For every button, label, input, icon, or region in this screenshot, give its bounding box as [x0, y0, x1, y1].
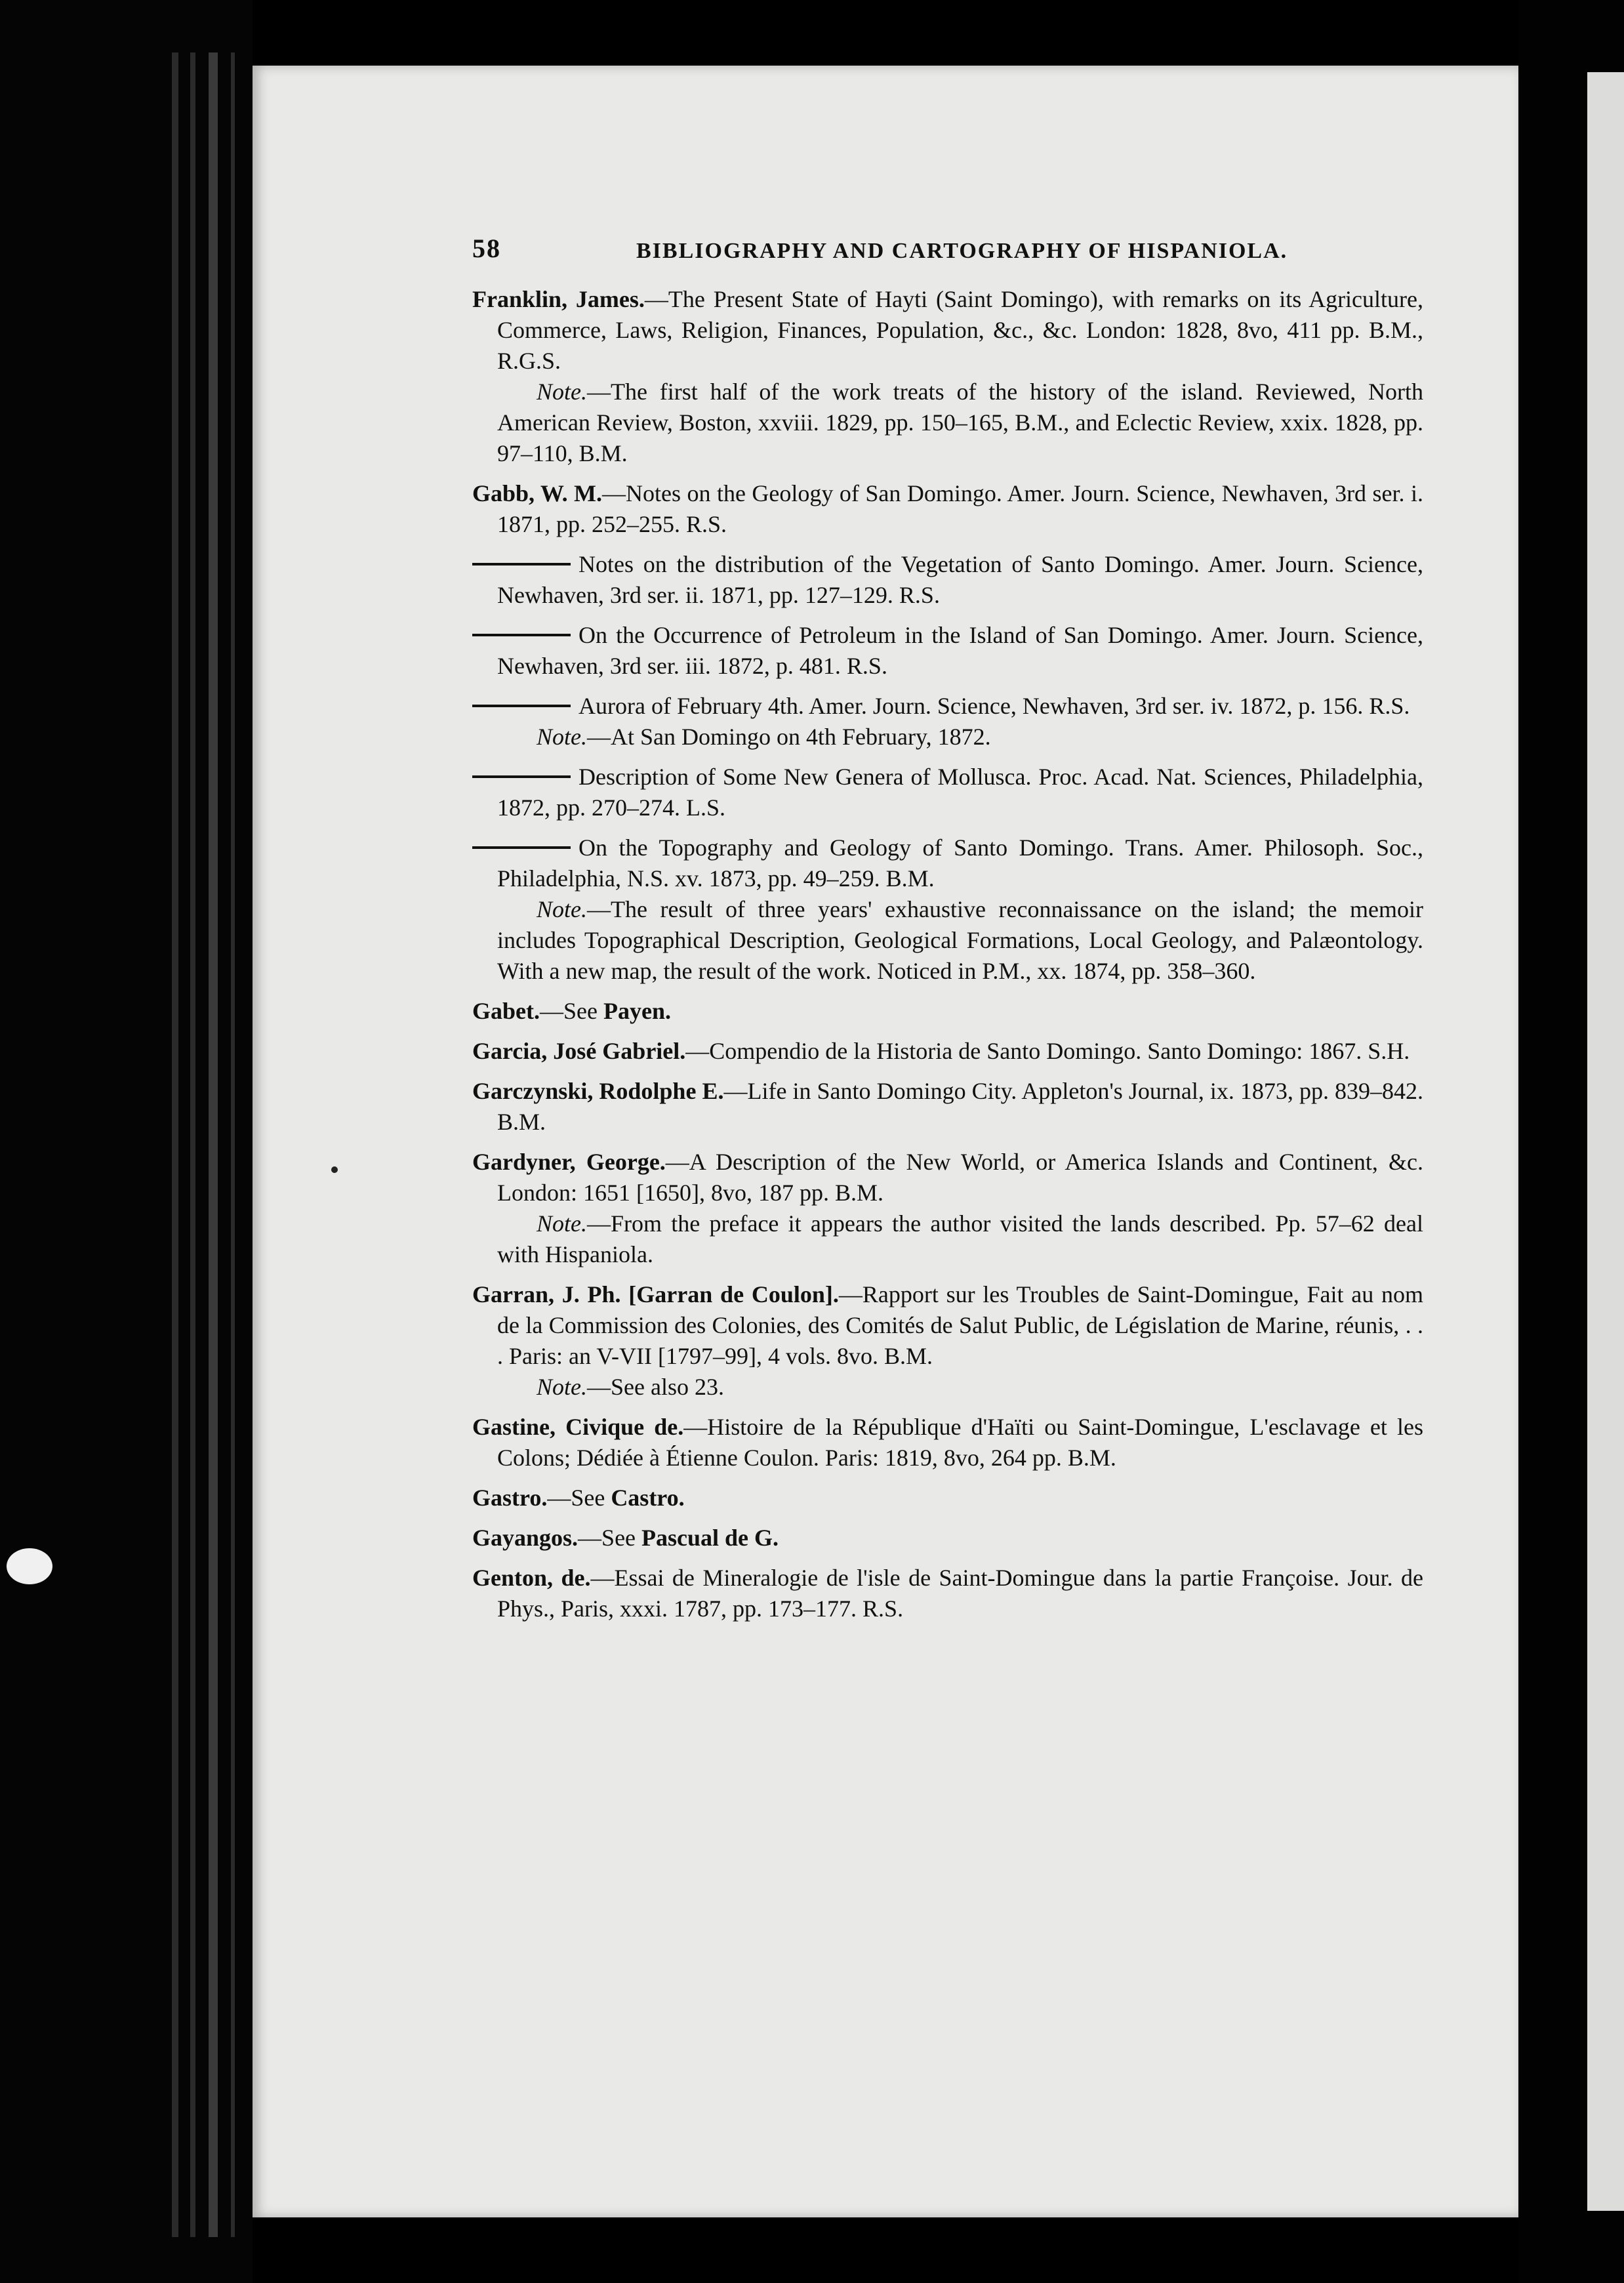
- bibliography-entries: [472, 284, 1423, 1624]
- page-number: 58: [472, 234, 501, 263]
- scan-speck: [7, 1548, 52, 1584]
- bibliography-entry: [472, 1036, 1423, 1067]
- note-text: —At San Domingo on 4th February, 1872.: [587, 724, 991, 750]
- entry-text: —Notes on the Geology of San Domingo. Amer. Journ. Science, Newhaven, 3rd ser. i. 1871, pp. 252–255. R.S.: [497, 480, 1423, 537]
- entry-text: —Compendio de la Historia de Santo Domingo. Santo Domingo: 1867. S.H.: [685, 1038, 1410, 1064]
- entry-text: —A Description of the New World, or America Islands and Continent, &c. London: 1651 [1650], 8vo, 187 pp. B.M.: [497, 1149, 1423, 1206]
- binding-stripe: [209, 52, 218, 2237]
- entry-note: [472, 377, 1423, 469]
- note-label: Note.: [537, 1210, 587, 1237]
- note-label: Note.: [537, 1374, 587, 1400]
- entry-note: [472, 894, 1423, 987]
- ditto-rule: [472, 775, 571, 778]
- entry-author: Gabb, W. M.: [472, 480, 603, 506]
- bibliography-entry: [472, 1523, 1423, 1553]
- ink-dot: [331, 1166, 338, 1173]
- see-reference: Payen.: [603, 998, 671, 1024]
- bibliography-entry: [472, 549, 1423, 611]
- ditto-rule: [472, 563, 571, 566]
- entry-text: On the Topography and Geology of Santo Domingo. Trans. Amer. Philosoph. Soc., Philadelphia, N.S. xv. 1873, pp. 49–259. B.M.: [497, 834, 1423, 892]
- bibliography-entry: [472, 1563, 1423, 1624]
- entry-author: Gastro.: [472, 1485, 548, 1511]
- entry-text: Aurora of February 4th. Amer. Journ. Science, Newhaven, 3rd ser. iv. 1872, p. 156. R.S.: [579, 693, 1410, 719]
- see-reference: Castro.: [611, 1485, 685, 1511]
- bibliography-entry: [472, 996, 1423, 1027]
- entry-author: Garran, J. Ph. [Garran de Coulon].: [472, 1281, 839, 1307]
- bibliography-entry: [472, 1412, 1423, 1473]
- book-binding: [0, 0, 253, 2283]
- entry-author: Franklin, James.: [472, 286, 645, 312]
- entry-text: On the Occurrence of Petroleum in the Island of San Domingo. Amer. Journ. Science, Newhaven, 3rd ser. iii. 1872, p. 481. R.S.: [497, 622, 1423, 679]
- entry-author: Gabet.: [472, 998, 540, 1024]
- ditto-rule: [472, 705, 571, 707]
- note-text: —From the preface it appears the author visited the lands described. Pp. 57–62 deal with Hispaniola.: [497, 1210, 1423, 1267]
- entry-author: Gardyner, George.: [472, 1149, 666, 1175]
- bibliography-entry: [472, 620, 1423, 682]
- entry-note: [472, 1208, 1423, 1270]
- bibliography-entry: [472, 478, 1423, 540]
- entry-text: —See: [578, 1525, 642, 1551]
- bibliography-entry: [472, 284, 1423, 377]
- entry-text: Notes on the distribution of the Vegetation of Santo Domingo. Amer. Journ. Science, Newhaven, 3rd ser. ii. 1871, pp. 127–129. R.S.: [497, 551, 1423, 608]
- bibliography-entry: [472, 1483, 1423, 1513]
- bibliography-entry: [472, 1147, 1423, 1208]
- binding-stripe: [172, 52, 178, 2237]
- entry-note: [472, 722, 1423, 752]
- entry-text: —Histoire de la République d'Haïti ou Saint-Domingue, L'esclavage et les Colons; Dédiée à Étienne Coulon. Paris: 1819, 8vo, 264 pp. B.M.: [497, 1414, 1423, 1471]
- adjacent-page-sliver: [1587, 72, 1624, 2211]
- note-text: —The first half of the work treats of the history of the island. Reviewed, North American Review, Boston, xxviii. 1829, pp. 150–165, B.M., and Eclectic Review, xxix. 1828, pp. 97–110, B.M.: [497, 379, 1423, 466]
- bibliography-entry: [472, 833, 1423, 894]
- entry-text: —Rapport sur les Troubles de Saint-Domingue, Fait au nom de la Commission des Colonies, des Comités de Salut Public, de Législation de Marine, réunis, . . . Paris: an V-VII [1797–99], 4 vols. 8vo. B.M.: [497, 1281, 1423, 1369]
- entry-author: Gayangos.: [472, 1525, 579, 1551]
- note-text: —The result of three years' exhaustive reconnaissance on the island; the memoir includes Topographical Description, Geological Formations, Local Geology, and Palæontology. With a new map, the result of the work. Noticed in P.M., xx. 1874, pp. 358–360.: [497, 896, 1423, 984]
- ditto-rule: [472, 634, 571, 636]
- entry-author: Gastine, Civique de.: [472, 1414, 684, 1440]
- ditto-rule: [472, 846, 571, 849]
- entry-text: Description of Some New Genera of Mollusca. Proc. Acad. Nat. Sciences, Philadelphia, 1872, pp. 270–274. L.S.: [497, 764, 1423, 821]
- note-label: Note.: [537, 379, 587, 405]
- entry-author: Genton, de.: [472, 1565, 591, 1591]
- running-head: BIBLIOGRAPHY AND CARTOGRAPHY OF HISPANIOLA.: [636, 239, 1288, 263]
- entry-text: —See: [540, 998, 603, 1024]
- entry-note: [472, 1372, 1423, 1403]
- see-reference: Pascual de G.: [641, 1525, 779, 1551]
- note-text: —See also 23.: [587, 1374, 724, 1400]
- bibliography-entry: [472, 1279, 1423, 1372]
- page-content: [472, 233, 1423, 1634]
- entry-text: —The Present State of Hayti (Saint Domingo), with remarks on its Agriculture, Commerce, Laws, Religion, Finances, Population, &c., &c. London: 1828, 8vo, 411 pp. B.M., R.G.S.: [497, 286, 1424, 374]
- binding-stripe: [190, 52, 195, 2237]
- entry-author: Garczynski, Rodolphe E.: [472, 1078, 724, 1104]
- entry-author: Garcia, José Gabriel.: [472, 1038, 686, 1064]
- bibliography-entry: [472, 691, 1423, 722]
- entry-text: —Essai de Mineralogie de l'isle de Saint-Domingue dans la partie Françoise. Jour. de Phys., Paris, xxxi. 1787, pp. 173–177. R.S.: [497, 1565, 1424, 1622]
- binding-stripe: [231, 52, 235, 2237]
- entry-text: —Life in Santo Domingo City. Appleton's Journal, ix. 1873, pp. 839–842. B.M.: [497, 1078, 1423, 1135]
- bibliography-entry: [472, 762, 1423, 823]
- entry-text: —See: [547, 1485, 611, 1511]
- page-header: [472, 233, 1423, 272]
- bibliography-entry: [472, 1076, 1423, 1138]
- note-label: Note.: [537, 724, 587, 750]
- note-label: Note.: [537, 896, 587, 922]
